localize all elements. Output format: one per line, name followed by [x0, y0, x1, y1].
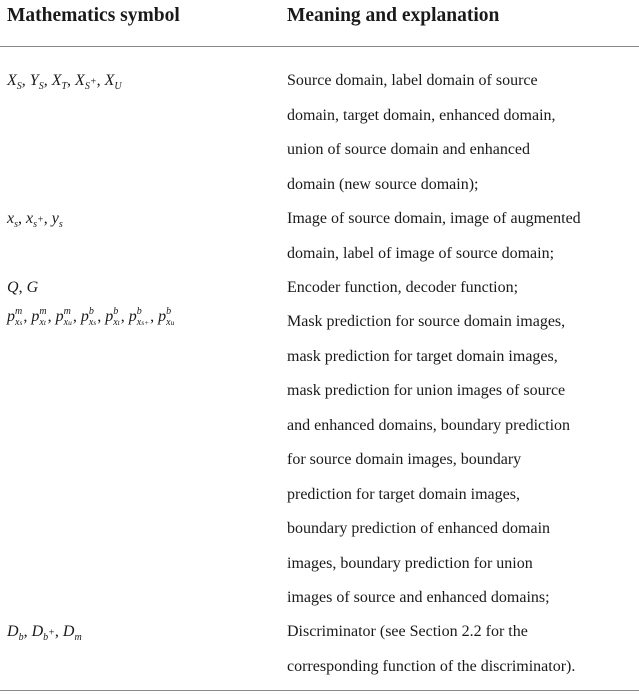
symbol-cell: Q, G [7, 279, 39, 296]
meaning-line: boundary prediction of enhanced domain [287, 520, 551, 537]
symbol-cell: $X_S$, $Y_S$, $X_T$, $X_{S^+}$, $X_U$ [7, 72, 122, 93]
meaning-line: images, boundary prediction for union [287, 554, 533, 572]
meaning-line: for source domain images, boundary [287, 451, 522, 468]
table-header [0, 0, 639, 48]
symbol-cell: $D_b$, $D_{b^+}$, $D_m$ [7, 623, 82, 644]
meaning-line: Encoder function, decoder function; [287, 279, 519, 296]
table-bottom-rule [0, 690, 639, 691]
meaning-line: domain, label of image of source domain; [287, 244, 555, 262]
meaning-line: Mask prediction for source domain images, [287, 313, 566, 330]
meaning-line: corresponding function of the discriminator). [287, 657, 576, 675]
meaning-cell [287, 615, 632, 684]
meaning-line: mask prediction for union images of source [287, 382, 566, 399]
meaning-line: Image of source domain, image of augmented [287, 210, 581, 227]
header-rule [0, 46, 639, 47]
meaning-line: prediction for target domain images, [287, 485, 520, 503]
symbol-cell: p m xs , p m xt , p m xu , p b xs , p b xt , p b xs+ , p b xu [7, 306, 175, 329]
meaning-line: mask prediction for target domain images, [287, 347, 558, 365]
meaning-cell [287, 305, 632, 616]
meaning-line: union of source domain and enhanced [287, 141, 531, 158]
meaning-cell [287, 271, 632, 306]
meaning-line: domain (new source domain); [287, 175, 479, 193]
meaning-cell [287, 202, 632, 271]
header-meaning: Meaning and explanation [287, 5, 500, 26]
meaning-line: and enhanced domains, boundary prediction [287, 416, 571, 434]
meaning-line: domain, target domain, enhanced domain, [287, 106, 556, 124]
symbol-cell: $x_s$, $x_{s^+}$, $y_s$ [7, 210, 63, 231]
meaning-cell [287, 64, 632, 202]
meaning-line: images of source and enhanced domains; [287, 589, 550, 606]
header-symbol: Mathematics symbol [7, 5, 180, 26]
meaning-line: Source domain, label domain of source [287, 72, 538, 89]
meaning-line: Discriminator (see Section 2.2 for the [287, 623, 528, 640]
